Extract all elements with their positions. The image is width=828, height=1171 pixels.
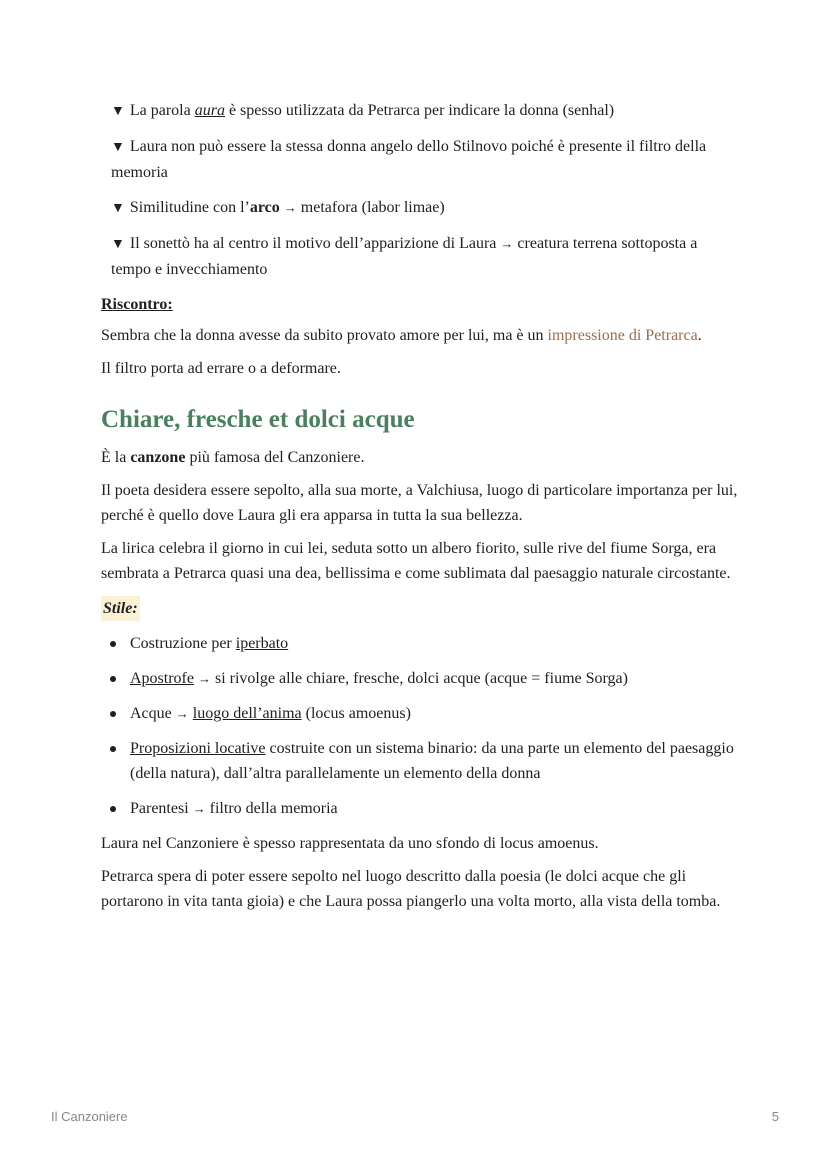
bold-term: arco xyxy=(249,199,280,216)
list-item xyxy=(101,701,741,726)
item-text: La parola xyxy=(129,102,195,119)
paragraph-text: . xyxy=(697,327,702,344)
right-arrow-icon: → xyxy=(192,801,206,816)
bullet-icon xyxy=(110,746,116,752)
item-text: creatura terrena sottoposta a tempo e invecchiamento xyxy=(111,235,698,278)
paragraph-text: Sembra che la donna avesse da subito provato amore per lui, ma è un xyxy=(101,327,548,344)
item-text: filtro della memoria xyxy=(209,800,338,817)
underlined-term: luogo dell’anima xyxy=(192,705,302,722)
item-text: Parentesi xyxy=(130,800,189,817)
list-item xyxy=(101,231,741,282)
stile-heading: Stile: xyxy=(101,596,140,621)
item-text: si rivolge alle chiare, fresche, dolci acque (acque = fiume Sorga) xyxy=(214,670,628,687)
right-arrow-icon: → xyxy=(175,706,189,721)
item-text: (locus amoenus) xyxy=(301,705,411,722)
list-item xyxy=(101,195,741,221)
underlined-term: iperbato xyxy=(235,635,289,652)
highlight-link[interactable]: impressione di Petrarca xyxy=(547,327,698,344)
list-item xyxy=(101,631,741,656)
list-item xyxy=(101,796,741,821)
item-text: metafora (labor limae) xyxy=(300,199,445,216)
item-text: Il sonettò ha al centro il motivo dell’apparizione di Laura xyxy=(129,235,497,252)
page-number: 5 xyxy=(771,1109,779,1124)
bold-term: canzone xyxy=(130,449,186,466)
riscontro-heading: Riscontro: xyxy=(101,296,173,313)
list-item xyxy=(101,134,741,185)
triangle-bullet-icon: ▼ xyxy=(111,201,125,216)
underlined-term: Proposizioni locative xyxy=(130,740,266,757)
list-item xyxy=(101,736,741,786)
right-arrow-icon: → xyxy=(197,671,211,686)
paragraph: Il poeta desidera essere sepolto, alla sua morte, a Valchiusa, luogo di particolare importanza per lui, perché è quello dove Laura gli era apparsa in tutta la sua bellezza. xyxy=(101,482,738,524)
footer-title: Il Canzoniere xyxy=(51,1109,128,1124)
right-arrow-icon: → xyxy=(500,236,514,251)
stile-list xyxy=(101,631,741,821)
riscontro-paragraph xyxy=(101,323,741,348)
item-text: Similitudine con l’ xyxy=(129,199,250,216)
paragraph: La lirica celebra il giorno in cui lei, seduta sotto un albero fiorito, sulle rive del fiume Sorga, era sembrata a Petrarca quasi una dea, bellissima e come sublimata dal paesaggio naturale circostante. xyxy=(101,540,731,582)
section-title: Chiare, fresche et dolci acque xyxy=(101,406,415,433)
underlined-term: Apostrofe xyxy=(130,670,194,687)
triangle-bullet-icon: ▼ xyxy=(111,104,125,119)
paragraph-text: più famosa del Canzoniere. xyxy=(185,449,365,466)
bullet-icon xyxy=(110,641,116,647)
triangle-bullet-icon: ▼ xyxy=(111,140,125,155)
triangle-bullet-icon: ▼ xyxy=(111,237,125,252)
paragraph: Petrarca spera di poter essere sepolto nel luogo descritto dalla poesia (le dolci acque che gli portarono in vita tanta gioia) e che Laura possa piangerlo una volta morto, alla vista della tomba. xyxy=(101,868,721,910)
bullet-icon xyxy=(110,806,116,812)
item-text: Acque xyxy=(130,705,172,722)
senhal-term: aura xyxy=(194,102,225,119)
bullet-icon xyxy=(110,711,116,717)
paragraph-text: È la xyxy=(101,449,131,466)
page-content xyxy=(101,98,741,922)
item-text: è spesso utilizzata da Petrarca per indicare la donna (senhal) xyxy=(224,102,615,119)
intro-paragraph xyxy=(101,445,741,470)
item-text: costruite con un sistema binario: da una parte un elemento del paesaggio (della natura), dall’altra parallelamente un elemento della donna xyxy=(130,740,734,782)
list-item xyxy=(101,98,741,124)
list-item xyxy=(101,666,741,691)
item-text: Laura non può essere la stessa donna angelo dello Stilnovo poiché è presente il filtro della memoria xyxy=(111,138,707,181)
paragraph: Laura nel Canzoniere è spesso rappresentata da uno sfondo di locus amoenus. xyxy=(101,835,599,852)
item-text: Costruzione per xyxy=(130,635,236,652)
riscontro-paragraph-2: Il filtro porta ad errare o a deformare. xyxy=(101,360,341,377)
right-arrow-icon: → xyxy=(283,200,297,215)
bullet-icon xyxy=(110,676,116,682)
